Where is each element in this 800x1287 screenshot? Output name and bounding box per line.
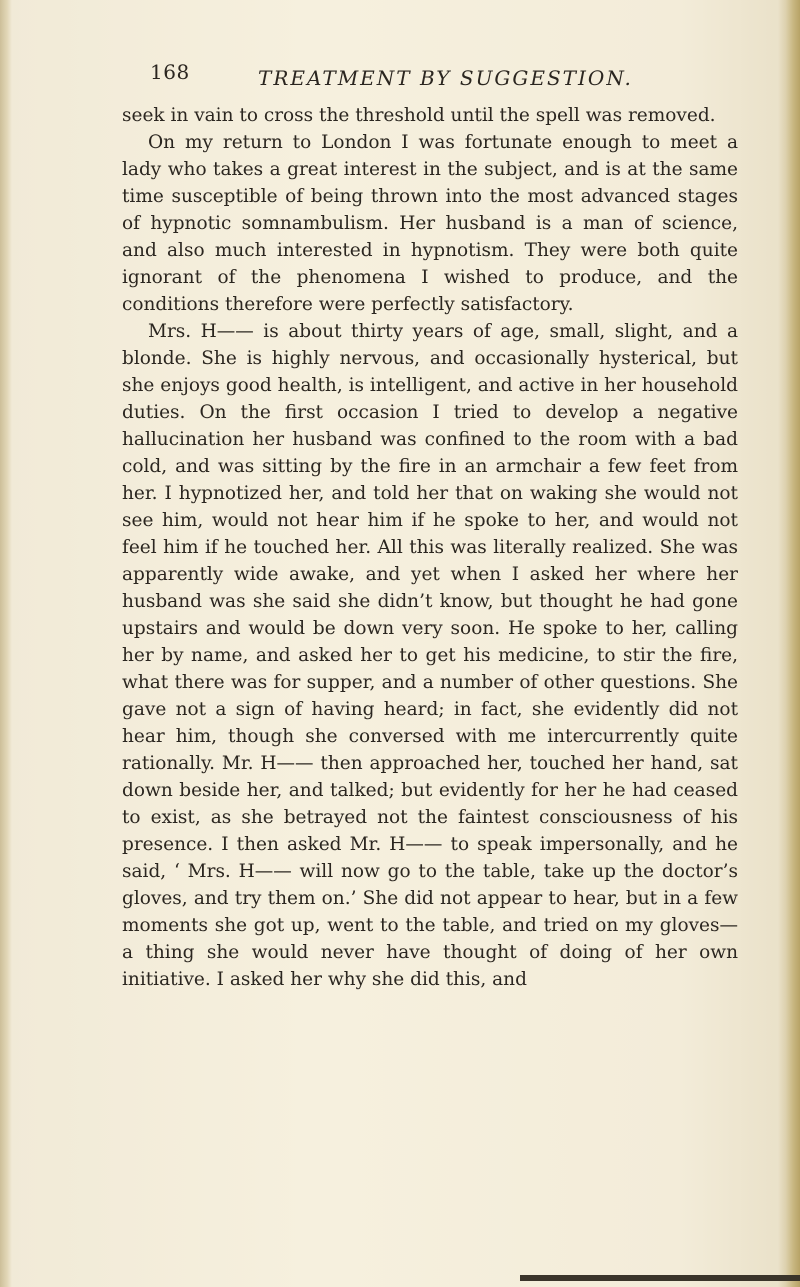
body-text [122, 102, 738, 993]
page-gutter-shadow [0, 0, 12, 1287]
page-header [0, 60, 800, 100]
paragraph-continuation: seek in vain to cross the threshold until the spell was removed. [122, 105, 716, 126]
running-title: TREATMENT BY SUGGESTION. [258, 66, 633, 90]
paragraph: On my return to London I was fortunate enough to meet a lady who takes a great interest in the subject, and is at the same time susceptible of being thrown into the most advanced stages of hypnotic somnambulism. Her husband is a man of science, and also much interested in hypnotism. They were both quite ignorant of the phenomena I wished to produce, and the conditions therefore were perfectly satisfactory. [122, 132, 738, 315]
page-edge-shadow [778, 0, 800, 1287]
paragraph: Mrs. H—— is about thirty years of age, small, slight, and a blonde. She is highly nervous, and occasionally hysterical, but she enjoys good health, is intelligent, and active in her household duties. On the first occasion I tried to develop a negative hallucination her husband was confined to the room with a bad cold, and was sitting by the fire in an armchair a few feet from her. I hypnotized her, and told her that on waking she would not see him, would not hear him if he spoke to her, and would not feel him if he touched her. All this was literally realized. She was apparently wide awake, and yet when I asked her where her husband was she said she didn’t know, but thought he had gone upstairs and would be down very soon. He spoke to her, calling her by name, and asked her to get his medicine, to stir the fire, what there was for supper, and a number of other questions. She gave not a sign of having heard; in fact, she evidently did not hear him, though she conversed with me intercurrently quite rationally. Mr. H—— then approached her, touched her hand, sat down beside her, and talked; but evidently for her he had ceased to exist, as she betrayed not the faintest consciousness of his presence. I then asked Mr. H—— to speak impersonally, and he said, ‘ Mrs. H—— will now go to the table, take up the doctor’s gloves, and try them on.’ She did not appear to hear, but in a few moments she got up, went to the table, and tried on my gloves—a thing she would never have thought of doing of her own initiative. I asked her why she did this, and [122, 321, 738, 990]
bottom-edge-shadow [520, 1275, 800, 1281]
page-number: 168 [150, 60, 190, 84]
